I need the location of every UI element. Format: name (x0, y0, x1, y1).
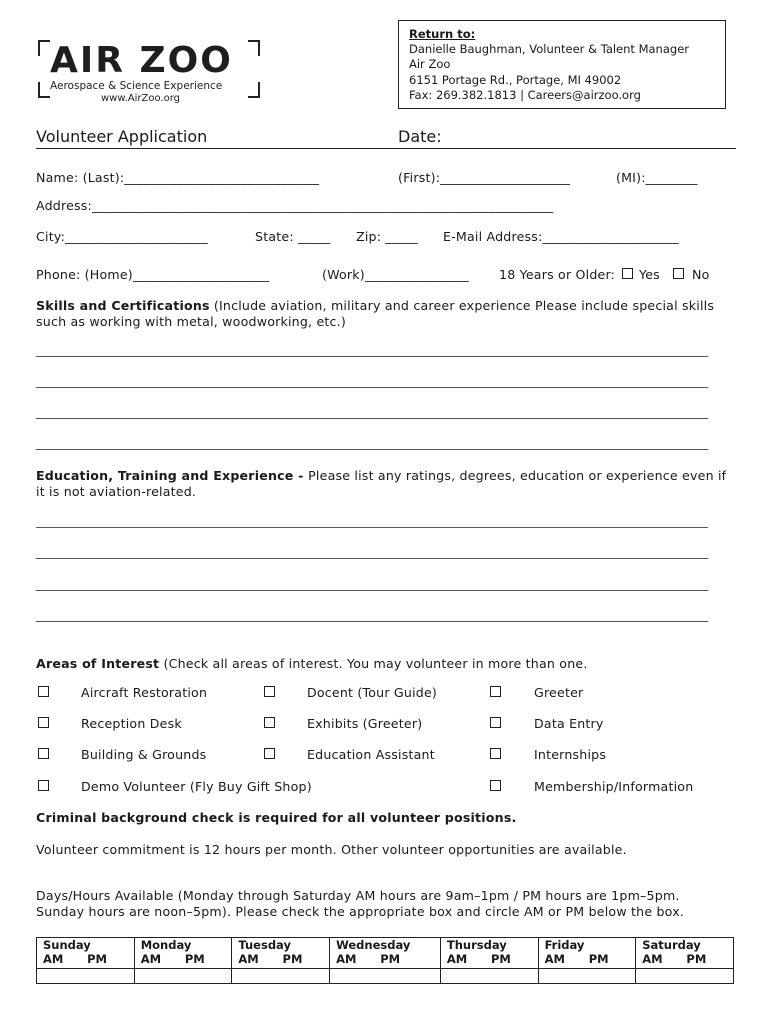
age-yes-label: Yes (639, 267, 660, 282)
skills-answer-line[interactable] (36, 449, 708, 450)
day-cell-wednesday[interactable] (330, 938, 441, 969)
skills-text: (Include aviation, military and career experience Please include special skills such as working with metal, woodworking, etc.) (36, 298, 715, 329)
zip-field[interactable]: Zip: _____ (356, 229, 418, 244)
interest-label: Aircraft Restoration (81, 685, 208, 700)
home-phone-field[interactable]: Phone: (Home)_____________________ (36, 267, 270, 282)
age-no-checkbox[interactable] (673, 268, 684, 279)
address-field[interactable]: Address:_______________________________________________________________________ (36, 198, 554, 213)
logo-bracket-bottom-right (248, 82, 260, 98)
am-label[interactable]: AM (43, 952, 64, 966)
first-name-field[interactable]: (First):____________________ (398, 170, 571, 185)
education-answer-line[interactable] (36, 527, 708, 528)
interest-checkbox[interactable] (490, 686, 501, 697)
pm-label[interactable]: PM (588, 952, 609, 966)
am-label[interactable]: AM (544, 952, 565, 966)
day-cell-saturday[interactable] (636, 938, 734, 969)
logo-bracket-top-right (248, 40, 260, 56)
logo-bracket-bottom-left (38, 82, 50, 98)
education-text: Please list any ratings, degrees, education or experience even if it is not aviation-related. (36, 468, 727, 499)
email-field[interactable]: E-Mail Address:_____________________ (443, 229, 679, 244)
title-divider (36, 148, 736, 149)
interest-label: Exhibits (Greeter) (307, 716, 423, 731)
interest-checkbox[interactable] (38, 780, 49, 791)
skills-answer-line[interactable] (36, 418, 708, 419)
day-label: Tuesday (238, 938, 291, 952)
interest-checkbox[interactable] (264, 717, 275, 728)
am-label[interactable]: AM (140, 952, 162, 966)
interest-checkbox[interactable] (38, 748, 49, 759)
day-cell-sunday[interactable] (37, 938, 135, 969)
date-field[interactable]: Date: (398, 127, 442, 146)
interest-label: Docent (Tour Guide) (307, 685, 438, 700)
air-zoo-logo (38, 40, 260, 106)
interest-label: Membership/Information (534, 779, 694, 794)
day-label: Sunday (43, 938, 91, 952)
pm-label[interactable]: PM (282, 952, 303, 966)
am-label[interactable]: AM (446, 952, 468, 966)
am-label[interactable]: AM (238, 952, 259, 966)
day-cell-thursday[interactable] (440, 938, 538, 969)
availability-table (36, 937, 734, 984)
logo-tagline: Aerospace & Science Experience (50, 80, 223, 92)
am-label[interactable]: AM (642, 952, 663, 966)
day-cell-monday[interactable] (134, 938, 232, 969)
interests-text: (Check all areas of interest. You may volunteer in more than one. (159, 656, 588, 671)
availability-check-cell[interactable] (232, 969, 330, 984)
pm-label[interactable]: PM (184, 952, 205, 966)
education-instructions (36, 468, 736, 500)
page-title: Volunteer Application (36, 127, 208, 146)
interest-checkbox[interactable] (38, 717, 49, 728)
interest-label: Education Assistant (307, 747, 435, 762)
day-label: Friday (544, 938, 585, 952)
interest-checkbox[interactable] (490, 780, 501, 791)
availability-check-cell[interactable] (134, 969, 232, 984)
day-cell-friday[interactable] (538, 938, 636, 969)
logo-wordmark: AIR ZOO (50, 40, 233, 81)
interest-checkbox[interactable] (490, 717, 501, 728)
return-line: Danielle Baughman, Volunteer & Talent Manager (409, 42, 689, 57)
interest-checkbox[interactable] (38, 686, 49, 697)
education-answer-line[interactable] (36, 621, 708, 622)
interests-instructions (36, 656, 736, 672)
availability-check-cell[interactable] (330, 969, 441, 984)
logo-bracket-top-left (38, 40, 50, 56)
am-label[interactable]: AM (336, 952, 357, 966)
availability-check-cell[interactable] (636, 969, 734, 984)
interest-checkbox[interactable] (264, 686, 275, 697)
logo-url: www.AirZoo.org (101, 93, 181, 104)
interest-label: Building & Grounds (81, 747, 207, 762)
interest-label: Greeter (534, 685, 584, 700)
city-field[interactable]: City:______________________ (36, 229, 208, 244)
state-field[interactable]: State: _____ (255, 229, 331, 244)
day-label: Monday (140, 938, 192, 952)
interest-label: Demo Volunteer (Fly Buy Gift Shop) (81, 779, 312, 794)
interest-checkbox[interactable] (490, 748, 501, 759)
interest-checkbox[interactable] (264, 748, 275, 759)
return-line: 6151 Portage Rd., Portage, MI 49002 (409, 72, 622, 87)
education-answer-line[interactable] (36, 590, 708, 591)
background-check-notice: Criminal background check is required for all volunteer positions. (36, 810, 517, 825)
return-line: Fax: 269.382.1813 | Careers@airzoo.org (409, 87, 641, 102)
pm-label[interactable]: PM (490, 952, 511, 966)
education-heading: Education, Training and Experience - (36, 468, 309, 483)
hours-notice-line-1: Days/Hours Available (Monday through Saturday AM hours are 9am–1pm / PM hours are 1pm–5pm. (36, 888, 680, 903)
return-line: Air Zoo (409, 57, 451, 72)
skills-instructions (36, 298, 736, 330)
day-cell-tuesday[interactable] (232, 938, 330, 969)
pm-label[interactable]: PM (87, 952, 107, 966)
work-phone-field[interactable]: (Work)________________ (322, 267, 469, 282)
age-yes-checkbox[interactable] (622, 268, 633, 279)
age-no-label: No (692, 267, 710, 282)
hours-notice-line-2: Sunday hours are noon–5pm). Please check the appropriate box and circle AM or PM below the box. (36, 904, 685, 919)
pm-label[interactable]: PM (380, 952, 401, 966)
interests-heading: Areas of Interest (36, 656, 160, 671)
interest-label: Data Entry (534, 716, 604, 731)
commitment-notice: Volunteer commitment is 12 hours per month. Other volunteer opportunities are available. (36, 842, 627, 857)
education-answer-line[interactable] (36, 558, 708, 559)
day-label: Thursday (446, 938, 507, 952)
availability-check-cell[interactable] (440, 969, 538, 984)
skills-heading: Skills and Certifications (36, 298, 210, 313)
age-question-label: 18 Years or Older: (499, 267, 616, 282)
availability-check-cell[interactable] (538, 969, 636, 984)
pm-label[interactable]: PM (686, 952, 707, 966)
return-address-box (398, 20, 726, 109)
interest-label: Reception Desk (81, 716, 182, 731)
middle-initial-field[interactable]: (MI):________ (616, 170, 698, 185)
availability-check-cell[interactable] (37, 969, 135, 984)
day-label: Saturday (642, 938, 701, 952)
interest-label: Internships (534, 747, 607, 762)
skills-answer-line[interactable] (36, 356, 708, 357)
skills-answer-line[interactable] (36, 387, 708, 388)
return-heading: Return to: (409, 27, 476, 41)
last-name-field[interactable]: Name: (Last):______________________________ (36, 170, 320, 185)
day-label: Wednesday (336, 938, 411, 952)
